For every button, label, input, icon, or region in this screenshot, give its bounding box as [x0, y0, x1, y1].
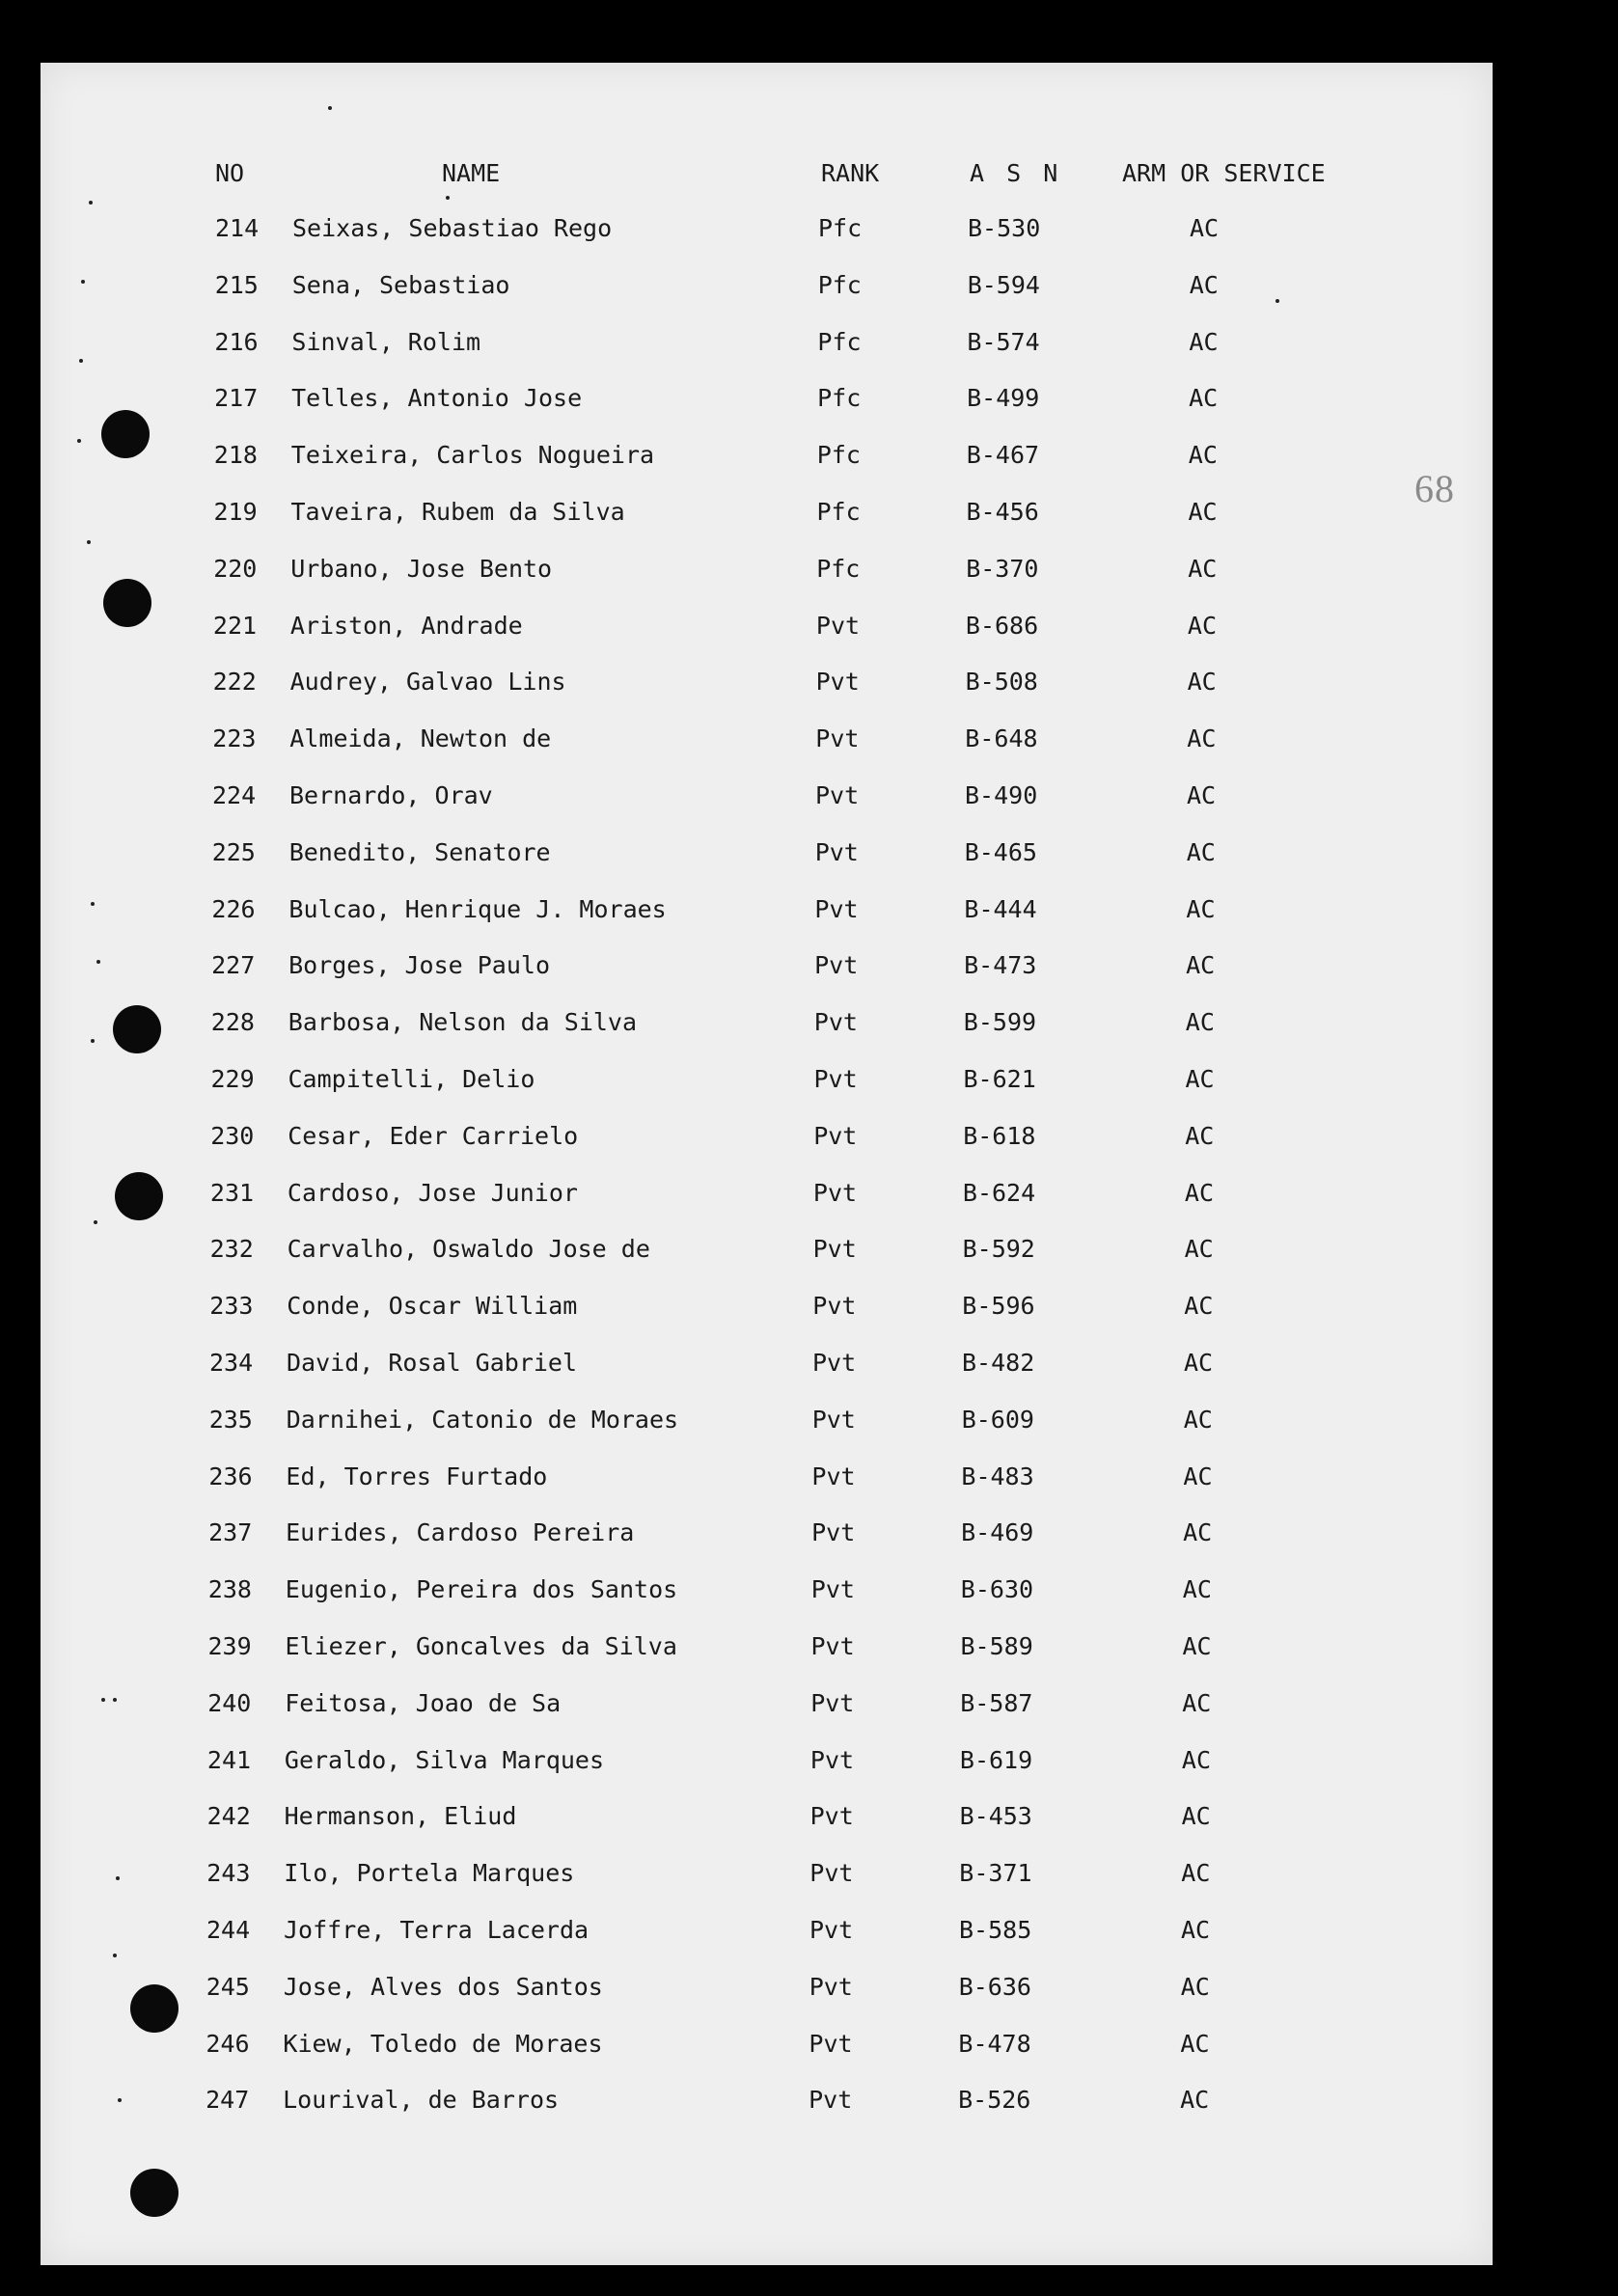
row-arm: AC: [1182, 1575, 1212, 1604]
row-name: Sinval, Rolim: [291, 327, 481, 356]
row-rank: Pvt: [809, 2029, 853, 2058]
row-arm: AC: [1183, 1462, 1213, 1490]
row-no: 239: [207, 1632, 252, 1660]
row-name: Seixas, Sebastiao Rego: [292, 214, 613, 242]
row-name: Darnihei, Catonio de Moraes: [286, 1405, 679, 1434]
row-name: Cardoso, Jose Junior: [287, 1178, 578, 1207]
row-rank: Pvt: [809, 1802, 854, 1831]
row-arm: AC: [1184, 1292, 1214, 1321]
row-rank: Pvt: [810, 1575, 855, 1604]
binder-hole: [101, 410, 150, 458]
page-number: 68: [1414, 467, 1455, 510]
row-arm: AC: [1184, 1235, 1214, 1264]
row-asn: B-371: [959, 1859, 1032, 1888]
row-name: Conde, Oscar William: [287, 1292, 578, 1321]
row-arm: AC: [1186, 837, 1216, 866]
row-asn: B-624: [962, 1178, 1036, 1207]
row-name: Bernardo, Orav: [289, 781, 493, 809]
binder-hole: [115, 1172, 163, 1220]
row-no: 231: [209, 1178, 255, 1207]
row-arm: AC: [1180, 1972, 1210, 2001]
row-name: Kiew, Toledo de Moraes: [283, 2029, 603, 2058]
row-arm: AC: [1189, 327, 1219, 356]
row-name: Ed, Torres Furtado: [286, 1462, 548, 1490]
row-asn: B-482: [962, 1349, 1035, 1377]
row-rank: Pvt: [815, 781, 860, 809]
row-rank: Pvt: [815, 611, 861, 640]
row-name: Almeida, Newton de: [289, 724, 552, 753]
row-arm: AC: [1187, 781, 1217, 809]
row-rank: Pvt: [814, 894, 859, 923]
row-asn: B-526: [958, 2086, 1031, 2115]
row-arm: AC: [1188, 554, 1218, 583]
row-rank: Pvt: [813, 1008, 858, 1037]
row-rank: Pfc: [818, 214, 863, 242]
row-no: 247: [206, 2086, 250, 2115]
row-rank: Pvt: [810, 1688, 855, 1717]
row-name: Barbosa, Nelson da Silva: [288, 1008, 638, 1037]
row-asn: B-530: [968, 214, 1041, 242]
document-page: [41, 63, 1493, 2265]
header-no: NO: [215, 159, 245, 187]
row-no: 221: [212, 611, 258, 640]
row-asn: B-574: [967, 327, 1040, 356]
row-asn: B-478: [958, 2029, 1031, 2058]
row-arm: AC: [1188, 441, 1218, 470]
row-no: 223: [212, 724, 257, 753]
row-arm: AC: [1182, 1632, 1212, 1660]
row-name: Cesar, Eder Carrielo: [288, 1121, 579, 1150]
row-name: Joffre, Terra Lacerda: [284, 1916, 590, 1944]
row-asn: B-596: [962, 1292, 1035, 1321]
row-no: 232: [209, 1235, 254, 1264]
row-arm: AC: [1183, 1405, 1213, 1434]
row-no: 225: [211, 837, 256, 866]
row-no: 215: [214, 270, 259, 299]
row-arm: AC: [1184, 1349, 1214, 1377]
row-name: Ilo, Portela Marques: [284, 1859, 575, 1888]
row-asn: B-456: [966, 498, 1039, 526]
row-no: 234: [209, 1349, 254, 1377]
header-name: NAME: [442, 159, 501, 187]
row-no: 226: [211, 894, 256, 923]
row-rank: Pvt: [815, 668, 860, 697]
row-arm: AC: [1181, 1745, 1211, 1774]
row-arm: AC: [1187, 611, 1217, 640]
row-no: 241: [206, 1745, 252, 1774]
row-asn: B-587: [960, 1688, 1033, 1717]
row-rank: Pfc: [817, 327, 862, 356]
row-asn: B-473: [964, 951, 1037, 980]
row-no: 246: [206, 2029, 250, 2058]
row-rank: Pvt: [809, 2086, 853, 2115]
row-name: Lourival, de Barros: [283, 2086, 560, 2115]
row-no: 245: [206, 1972, 250, 2001]
row-name: Campitelli, Delio: [288, 1065, 535, 1093]
row-name: Bulcao, Henrique J. Moraes: [288, 894, 667, 923]
row-no: 216: [214, 327, 259, 356]
row-rank: Pvt: [812, 1292, 857, 1321]
row-name: Feitosa, Joao de Sa: [285, 1688, 562, 1717]
row-name: Eliezer, Goncalves da Silva: [285, 1632, 677, 1660]
row-no: 244: [206, 1916, 251, 1944]
row-name: Hermanson, Eliud: [284, 1802, 517, 1831]
row-name: Borges, Jose Paulo: [288, 951, 551, 980]
row-arm: AC: [1190, 214, 1220, 242]
row-asn: B-444: [964, 894, 1037, 923]
row-asn: B-599: [963, 1008, 1037, 1037]
row-no: 242: [206, 1802, 251, 1831]
row-rank: Pvt: [812, 1178, 858, 1207]
row-asn: B-686: [965, 611, 1039, 640]
row-no: 227: [211, 951, 256, 980]
row-rank: Pvt: [811, 1462, 856, 1490]
row-name: Jose, Alves dos Santos: [283, 1972, 603, 2001]
row-arm: AC: [1180, 2029, 1210, 2058]
row-no: 218: [213, 441, 258, 470]
row-rank: Pfc: [817, 384, 862, 413]
row-asn: B-465: [964, 837, 1037, 866]
header-arm-or-service: ARM OR SERVICE: [1122, 159, 1326, 187]
row-name: David, Rosal Gabriel: [287, 1349, 578, 1377]
row-asn: B-453: [959, 1802, 1032, 1831]
row-name: Benedito, Senatore: [288, 837, 551, 866]
row-no: 230: [210, 1121, 255, 1150]
row-asn: B-483: [961, 1462, 1034, 1490]
row-arm: AC: [1185, 1065, 1215, 1093]
row-no: 219: [213, 498, 258, 526]
row-name: Ariston, Andrade: [289, 611, 523, 640]
row-name: Geraldo, Silva Marques: [284, 1745, 605, 1774]
row-arm: AC: [1185, 1008, 1215, 1037]
row-rank: Pfc: [816, 441, 861, 470]
row-no: 222: [212, 668, 257, 697]
row-name: Urbano, Jose Bento: [290, 554, 553, 583]
row-arm: AC: [1187, 668, 1217, 697]
row-asn: B-648: [965, 724, 1038, 753]
row-arm: AC: [1187, 724, 1217, 753]
row-no: 220: [213, 554, 258, 583]
row-name: Telles, Antonio Jose: [291, 384, 583, 413]
row-no: 233: [209, 1292, 254, 1321]
row-rank: Pvt: [811, 1405, 856, 1434]
row-arm: AC: [1189, 384, 1219, 413]
row-no: 240: [207, 1688, 252, 1717]
row-name: Teixeira, Carlos Nogueira: [290, 441, 655, 470]
row-no: 238: [207, 1575, 252, 1604]
row-arm: AC: [1184, 1178, 1214, 1207]
row-asn: B-609: [961, 1405, 1034, 1434]
row-asn: B-490: [965, 781, 1038, 809]
row-name: Taveira, Rubem da Silva: [290, 498, 625, 526]
row-arm: AC: [1188, 498, 1218, 526]
row-arm: AC: [1181, 1916, 1211, 1944]
row-name: Sena, Sebastiao: [291, 270, 510, 299]
row-rank: Pfc: [816, 498, 861, 526]
row-asn: B-619: [959, 1745, 1033, 1774]
row-no: 224: [212, 781, 257, 809]
row-arm: AC: [1183, 1518, 1213, 1547]
row-asn: B-585: [959, 1916, 1032, 1944]
row-rank: Pvt: [814, 951, 859, 980]
binder-hole: [130, 2169, 178, 2217]
row-no: 228: [210, 1008, 255, 1037]
row-arm: AC: [1186, 951, 1216, 980]
row-rank: Pvt: [812, 1235, 857, 1264]
row-rank: Pvt: [809, 1972, 853, 2001]
row-no: 243: [206, 1859, 251, 1888]
row-rank: Pvt: [811, 1518, 856, 1547]
row-arm: AC: [1180, 2086, 1210, 2115]
row-asn: B-508: [965, 668, 1038, 697]
row-arm: AC: [1186, 894, 1216, 923]
row-asn: B-589: [960, 1632, 1033, 1660]
row-arm: AC: [1189, 270, 1219, 299]
row-no: 214: [215, 214, 260, 242]
row-rank: Pfc: [816, 554, 861, 583]
row-rank: Pvt: [812, 1349, 857, 1377]
row-name: Eugenio, Pereira dos Santos: [285, 1575, 678, 1604]
row-asn: B-594: [967, 270, 1040, 299]
header-asn: A S N: [970, 159, 1062, 187]
binder-hole: [130, 1984, 178, 2033]
row-no: 236: [208, 1462, 253, 1490]
row-arm: AC: [1185, 1121, 1215, 1150]
row-name: Carvalho, Oswaldo Jose de: [287, 1235, 650, 1264]
row-arm: AC: [1181, 1859, 1211, 1888]
row-name: Audrey, Galvao Lins: [289, 668, 566, 697]
row-asn: B-370: [966, 554, 1039, 583]
row-arm: AC: [1181, 1802, 1211, 1831]
row-asn: B-630: [960, 1575, 1034, 1604]
row-rank: Pvt: [810, 1632, 855, 1660]
row-rank: Pvt: [809, 1745, 855, 1774]
row-no: 229: [210, 1065, 255, 1093]
row-rank: Pvt: [813, 1065, 858, 1093]
row-no: 237: [208, 1518, 253, 1547]
binder-hole: [113, 1005, 161, 1053]
row-asn: B-592: [962, 1235, 1035, 1264]
row-rank: Pvt: [814, 837, 859, 866]
row-rank: Pvt: [815, 724, 860, 753]
row-rank: Pvt: [809, 1916, 854, 1944]
row-no: 235: [208, 1405, 253, 1434]
row-arm: AC: [1182, 1688, 1212, 1717]
row-no: 217: [214, 384, 259, 413]
header-rank: RANK: [821, 159, 880, 187]
row-asn: B-618: [963, 1121, 1036, 1150]
row-rank: Pvt: [813, 1121, 858, 1150]
row-asn: B-621: [963, 1065, 1036, 1093]
binder-hole: [103, 579, 151, 627]
row-name: Eurides, Cardoso Pereira: [286, 1518, 635, 1547]
row-asn: B-499: [967, 384, 1040, 413]
row-asn: B-469: [961, 1518, 1034, 1547]
row-asn: B-467: [966, 441, 1040, 470]
row-rank: Pfc: [817, 270, 862, 299]
row-rank: Pvt: [809, 1859, 854, 1888]
row-asn: B-636: [958, 1972, 1031, 2001]
